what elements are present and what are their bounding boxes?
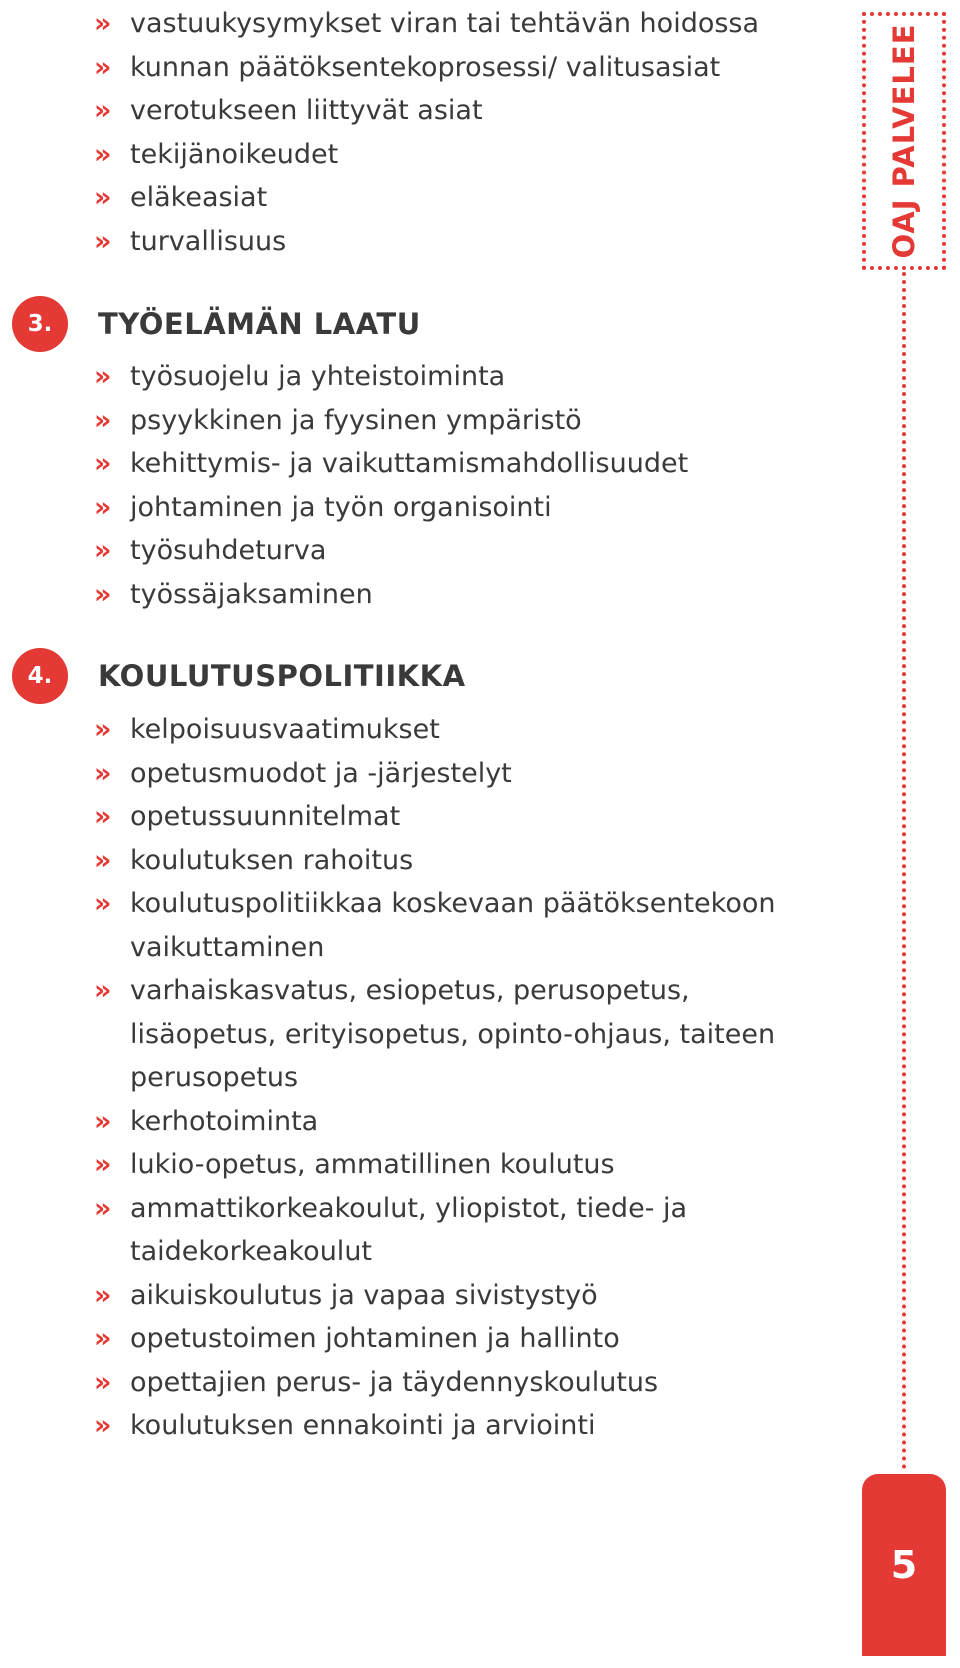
list-item: » vastuukysymykset viran tai tehtävän hoidossa bbox=[94, 2, 794, 46]
list-item: » varhaiskasvatus, esiopetus, perusopetus, lisäopetus, erityisopetus, opinto-ohjaus, taiteen perusopetus bbox=[94, 969, 794, 1100]
section-heading-koulutuspolitiikka bbox=[12, 648, 466, 704]
list-item: » kerhotoiminta bbox=[94, 1100, 794, 1144]
page-number: 5 bbox=[862, 1474, 946, 1656]
list-item: » koulutuksen rahoitus bbox=[94, 839, 794, 883]
list-item: » opetusmuodot ja -järjestelyt bbox=[94, 752, 794, 796]
section-number-badge: 4. bbox=[12, 648, 68, 704]
sidebar-dotted-rule bbox=[902, 272, 906, 1470]
list-item: » kelpoisuusvaatimukset bbox=[94, 708, 794, 752]
section-number-badge: 3. bbox=[12, 296, 68, 352]
list-item: » aikuiskoulutus ja vapaa sivistystyö bbox=[94, 1274, 794, 1318]
list-item: » psyykkinen ja fyysinen ympäristö bbox=[94, 399, 794, 443]
list-item: » ammattikorkeakoulut, yliopistot, tiede- ja taidekorkeakoulut bbox=[94, 1187, 794, 1274]
list-item: » eläkeasiat bbox=[94, 176, 794, 220]
sidebar-label: OAJ PALVELEE bbox=[887, 23, 921, 259]
list-item: » opetussuunnitelmat bbox=[94, 795, 794, 839]
section-title: KOULUTUSPOLITIIKKA bbox=[98, 659, 466, 693]
section-heading-tyoelaman-laatu bbox=[12, 296, 421, 352]
list-item: » työssäjaksaminen bbox=[94, 573, 794, 617]
list-item: » työsuhdeturva bbox=[94, 529, 794, 573]
list-item: » koulutuksen ennakointi ja arviointi bbox=[94, 1404, 794, 1448]
list-item: » opettajien perus- ja täydennyskoulutus bbox=[94, 1361, 794, 1405]
list-item: » johtaminen ja työn organisointi bbox=[94, 486, 794, 530]
list-item: » lukio-opetus, ammatillinen koulutus bbox=[94, 1143, 794, 1187]
section-list-tyoelaman-laatu bbox=[94, 355, 794, 616]
section-list-koulutuspolitiikka bbox=[94, 708, 794, 1448]
list-item: » opetustoimen johtaminen ja hallinto bbox=[94, 1317, 794, 1361]
list-item: » työsuojelu ja yhteistoiminta bbox=[94, 355, 794, 399]
list-item: » verotukseen liittyvät asiat bbox=[94, 89, 794, 133]
list-item: » tekijänoikeudet bbox=[94, 133, 794, 177]
list-item: » koulutuspolitiikkaa koskevaan päätöksentekoon vaikuttaminen bbox=[94, 882, 794, 969]
list-item: » turvallisuus bbox=[94, 220, 794, 264]
list-item: » kunnan päätöksentekoprosessi/ valitusasiat bbox=[94, 46, 794, 90]
list-item: » kehittymis- ja vaikuttamismahdollisuudet bbox=[94, 442, 794, 486]
section-title: TYÖELÄMÄN LAATU bbox=[98, 307, 421, 341]
services-list-continued bbox=[94, 2, 794, 263]
